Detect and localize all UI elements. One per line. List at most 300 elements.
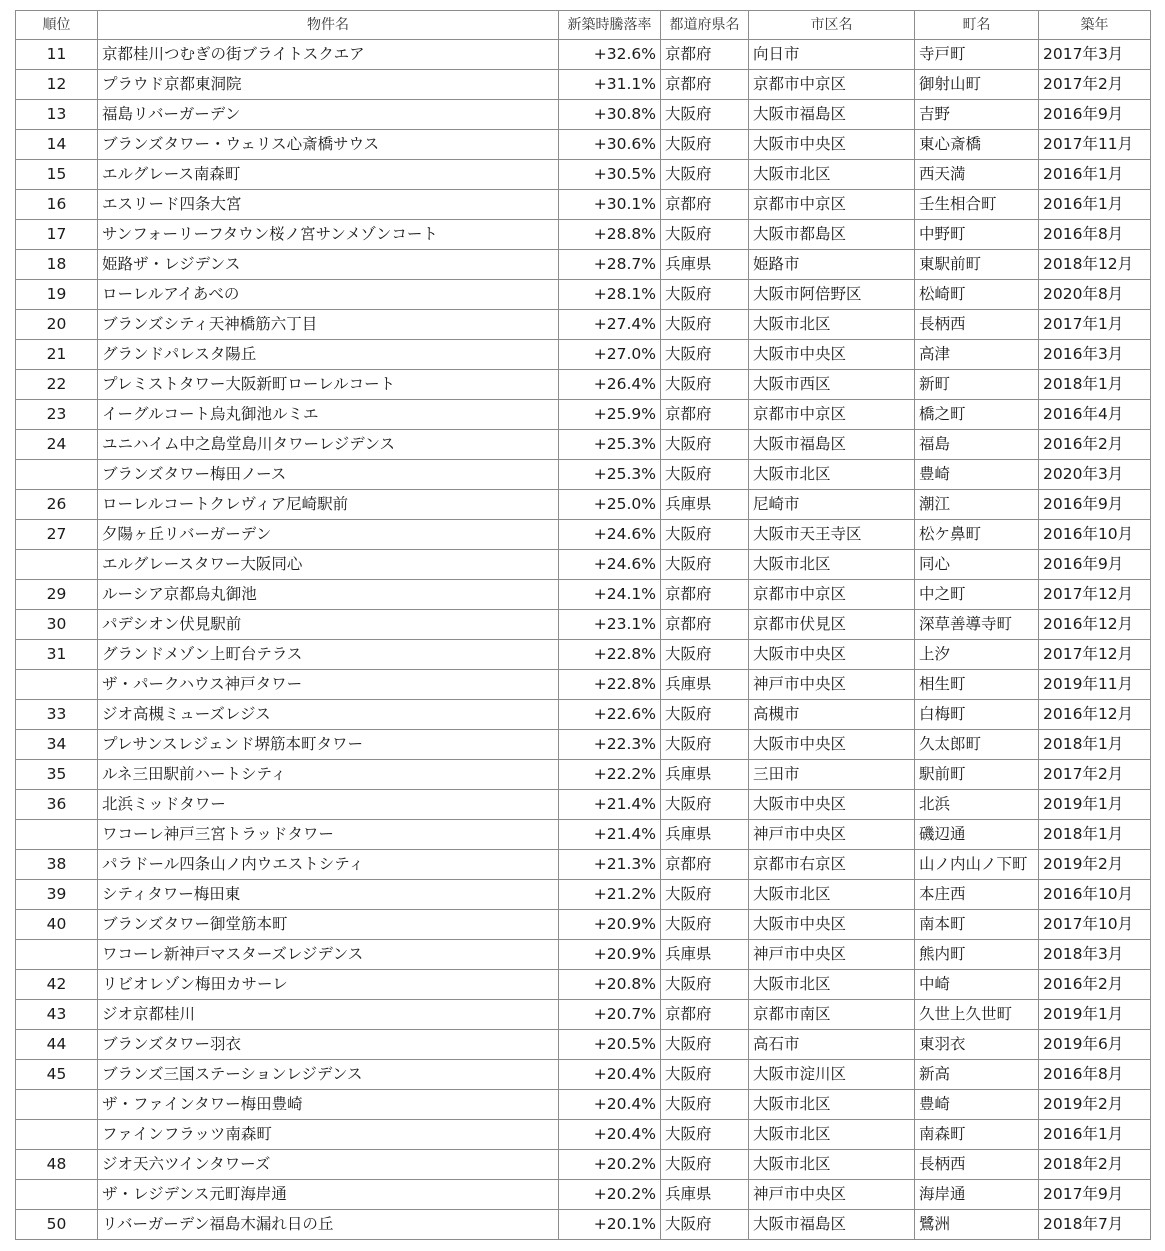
town-cell[interactable]: 高津 [915, 340, 1039, 370]
rank-cell[interactable]: 45 [16, 1060, 98, 1090]
city-cell[interactable]: 大阪市北区 [749, 550, 915, 580]
prefecture-cell[interactable]: 大阪府 [661, 700, 749, 730]
property-name-cell[interactable]: エルグレース南森町 [98, 160, 559, 190]
rank-cell[interactable]: 30 [16, 610, 98, 640]
built-year-cell[interactable]: 2017年2月 [1039, 760, 1151, 790]
rank-cell[interactable]: 42 [16, 970, 98, 1000]
built-year-cell[interactable]: 2016年1月 [1039, 1120, 1151, 1150]
prefecture-cell[interactable]: 大阪府 [661, 910, 749, 940]
price-change-rate-cell[interactable]: +32.6% [559, 40, 661, 70]
table-row [16, 340, 1151, 370]
city-cell[interactable]: 京都市右京区 [749, 850, 915, 880]
built-year-cell[interactable]: 2018年7月 [1039, 1210, 1151, 1240]
prefecture-cell[interactable]: 大阪府 [661, 430, 749, 460]
town-cell[interactable]: 豊崎 [915, 1090, 1039, 1120]
price-change-rate-cell[interactable]: +21.4% [559, 790, 661, 820]
rank-cell[interactable] [16, 1120, 98, 1150]
city-cell[interactable]: 京都市中京区 [749, 70, 915, 100]
header-rank[interactable]: 順位 [16, 11, 98, 40]
property-name-cell[interactable]: 夕陽ヶ丘リバーガーデン [98, 520, 559, 550]
city-cell[interactable]: 神戸市中央区 [749, 820, 915, 850]
built-year-cell[interactable]: 2020年3月 [1039, 460, 1151, 490]
built-year-cell[interactable]: 2019年1月 [1039, 790, 1151, 820]
rank-cell[interactable]: 18 [16, 250, 98, 280]
city-cell[interactable]: 大阪市阿倍野区 [749, 280, 915, 310]
property-name-cell[interactable]: シティタワー梅田東 [98, 880, 559, 910]
price-change-rate-cell[interactable]: +30.5% [559, 160, 661, 190]
table-row [16, 1180, 1151, 1210]
built-year-cell[interactable]: 2016年1月 [1039, 190, 1151, 220]
property-name-cell[interactable]: ローレルコートクレヴィア尼崎駅前 [98, 490, 559, 520]
price-change-rate-cell[interactable]: +20.9% [559, 940, 661, 970]
town-cell[interactable]: 南森町 [915, 1120, 1039, 1150]
prefecture-cell[interactable]: 兵庫県 [661, 1180, 749, 1210]
city-cell[interactable]: 高石市 [749, 1030, 915, 1060]
rank-cell[interactable]: 34 [16, 730, 98, 760]
rank-cell[interactable]: 39 [16, 880, 98, 910]
prefecture-cell[interactable]: 大阪府 [661, 370, 749, 400]
price-change-rate-cell[interactable]: +20.4% [559, 1120, 661, 1150]
property-name-cell[interactable]: ブランズタワー梅田ノース [98, 460, 559, 490]
property-name-cell[interactable]: プラウド京都東洞院 [98, 70, 559, 100]
built-year-cell[interactable]: 2016年9月 [1039, 490, 1151, 520]
prefecture-cell[interactable]: 大阪府 [661, 1090, 749, 1120]
property-name-cell[interactable]: ジオ高槻ミューズレジス [98, 700, 559, 730]
property-name-cell[interactable]: ローレルアイあべの [98, 280, 559, 310]
property-name-cell[interactable]: プレミストタワー大阪新町ローレルコート [98, 370, 559, 400]
prefecture-cell[interactable]: 大阪府 [661, 1060, 749, 1090]
built-year-cell[interactable]: 2018年12月 [1039, 250, 1151, 280]
price-change-rate-cell[interactable]: +22.8% [559, 640, 661, 670]
header-rate[interactable]: 新築時騰落率 [559, 11, 661, 40]
town-cell[interactable]: 福島 [915, 430, 1039, 460]
town-cell[interactable]: 久太郎町 [915, 730, 1039, 760]
prefecture-cell[interactable]: 大阪府 [661, 1210, 749, 1240]
property-name-cell[interactable]: エルグレースタワー大阪同心 [98, 550, 559, 580]
prefecture-cell[interactable]: 京都府 [661, 1000, 749, 1030]
property-name-cell[interactable]: ブランズタワー・ウェリス心斎橋サウス [98, 130, 559, 160]
rank-cell[interactable] [16, 1180, 98, 1210]
property-name-cell[interactable]: ブランズシティ天神橋筋六丁目 [98, 310, 559, 340]
built-year-cell[interactable]: 2018年2月 [1039, 1150, 1151, 1180]
property-name-cell[interactable]: 福島リバーガーデン [98, 100, 559, 130]
city-cell[interactable]: 大阪市西区 [749, 370, 915, 400]
city-cell[interactable]: 京都市中京区 [749, 190, 915, 220]
property-name-cell[interactable]: 姫路ザ・レジデンス [98, 250, 559, 280]
rank-cell[interactable]: 43 [16, 1000, 98, 1030]
price-change-rate-cell[interactable]: +24.1% [559, 580, 661, 610]
rank-cell[interactable]: 23 [16, 400, 98, 430]
city-cell[interactable]: 尼崎市 [749, 490, 915, 520]
town-cell[interactable]: 長柄西 [915, 1150, 1039, 1180]
prefecture-cell[interactable]: 京都府 [661, 610, 749, 640]
town-cell[interactable]: 海岸通 [915, 1180, 1039, 1210]
price-change-rate-cell[interactable]: +21.2% [559, 880, 661, 910]
table-row [16, 520, 1151, 550]
table-row [16, 400, 1151, 430]
header-pref[interactable]: 都道府県名 [661, 11, 749, 40]
property-name-cell[interactable]: パデシオン伏見駅前 [98, 610, 559, 640]
built-year-cell[interactable]: 2016年10月 [1039, 520, 1151, 550]
city-cell[interactable]: 大阪市福島区 [749, 430, 915, 460]
price-change-rate-cell[interactable]: +28.7% [559, 250, 661, 280]
price-change-rate-cell[interactable]: +30.8% [559, 100, 661, 130]
header-city[interactable]: 市区名 [749, 11, 915, 40]
town-cell[interactable]: 新町 [915, 370, 1039, 400]
built-year-cell[interactable]: 2017年9月 [1039, 1180, 1151, 1210]
built-year-cell[interactable]: 2016年12月 [1039, 610, 1151, 640]
property-name-cell[interactable]: ジオ天六ツインタワーズ [98, 1150, 559, 1180]
city-cell[interactable]: 姫路市 [749, 250, 915, 280]
city-cell[interactable]: 大阪市中央区 [749, 790, 915, 820]
city-cell[interactable]: 神戸市中央区 [749, 670, 915, 700]
price-change-rate-cell[interactable]: +21.3% [559, 850, 661, 880]
price-change-rate-cell[interactable]: +30.6% [559, 130, 661, 160]
property-name-cell[interactable]: ユニハイム中之島堂島川タワーレジデンス [98, 430, 559, 460]
price-change-rate-cell[interactable]: +30.1% [559, 190, 661, 220]
town-cell[interactable]: 長柄西 [915, 310, 1039, 340]
rank-cell[interactable]: 16 [16, 190, 98, 220]
price-change-rate-cell[interactable]: +20.2% [559, 1180, 661, 1210]
rank-cell[interactable]: 11 [16, 40, 98, 70]
price-change-rate-cell[interactable]: +20.7% [559, 1000, 661, 1030]
city-cell[interactable]: 大阪市中央区 [749, 730, 915, 760]
town-cell[interactable]: 潮江 [915, 490, 1039, 520]
rank-cell[interactable] [16, 940, 98, 970]
prefecture-cell[interactable]: 京都府 [661, 850, 749, 880]
town-cell[interactable]: 熊内町 [915, 940, 1039, 970]
prefecture-cell[interactable]: 大阪府 [661, 1150, 749, 1180]
price-change-rate-cell[interactable]: +20.5% [559, 1030, 661, 1060]
town-cell[interactable]: 上汐 [915, 640, 1039, 670]
price-change-rate-cell[interactable]: +27.4% [559, 310, 661, 340]
price-change-rate-cell[interactable]: +22.3% [559, 730, 661, 760]
price-change-rate-cell[interactable]: +22.8% [559, 670, 661, 700]
prefecture-cell[interactable]: 大阪府 [661, 340, 749, 370]
price-change-rate-cell[interactable]: +25.9% [559, 400, 661, 430]
town-cell[interactable]: 相生町 [915, 670, 1039, 700]
prefecture-cell[interactable]: 兵庫県 [661, 940, 749, 970]
city-cell[interactable]: 大阪市福島区 [749, 100, 915, 130]
built-year-cell[interactable]: 2016年3月 [1039, 340, 1151, 370]
town-cell[interactable]: 東駅前町 [915, 250, 1039, 280]
built-year-cell[interactable]: 2017年1月 [1039, 310, 1151, 340]
city-cell[interactable]: 大阪市北区 [749, 1090, 915, 1120]
built-year-cell[interactable]: 2017年10月 [1039, 910, 1151, 940]
price-change-rate-cell[interactable]: +22.6% [559, 700, 661, 730]
built-year-cell[interactable]: 2016年8月 [1039, 1060, 1151, 1090]
city-cell[interactable]: 神戸市中央区 [749, 940, 915, 970]
rank-cell[interactable]: 13 [16, 100, 98, 130]
town-cell[interactable]: 吉野 [915, 100, 1039, 130]
town-cell[interactable]: 豊崎 [915, 460, 1039, 490]
property-name-cell[interactable]: ルーシア京都烏丸御池 [98, 580, 559, 610]
town-cell[interactable]: 鷺洲 [915, 1210, 1039, 1240]
property-name-cell[interactable]: ワコーレ神戸三宮トラッドタワー [98, 820, 559, 850]
prefecture-cell[interactable]: 大阪府 [661, 520, 749, 550]
price-change-rate-cell[interactable]: +20.4% [559, 1060, 661, 1090]
built-year-cell[interactable]: 2016年9月 [1039, 550, 1151, 580]
town-cell[interactable]: 御射山町 [915, 70, 1039, 100]
price-change-rate-cell[interactable]: +20.8% [559, 970, 661, 1000]
property-name-cell[interactable]: グランドパレスタ陽丘 [98, 340, 559, 370]
city-cell[interactable]: 大阪市北区 [749, 970, 915, 1000]
town-cell[interactable]: 壬生相合町 [915, 190, 1039, 220]
city-cell[interactable]: 大阪市北区 [749, 310, 915, 340]
property-name-cell[interactable]: ザ・パークハウス神戸タワー [98, 670, 559, 700]
prefecture-cell[interactable]: 兵庫県 [661, 490, 749, 520]
rank-cell[interactable]: 31 [16, 640, 98, 670]
rank-cell[interactable]: 17 [16, 220, 98, 250]
prefecture-cell[interactable]: 大阪府 [661, 550, 749, 580]
town-cell[interactable]: 寺戸町 [915, 40, 1039, 70]
built-year-cell[interactable]: 2016年9月 [1039, 100, 1151, 130]
city-cell[interactable]: 大阪市淀川区 [749, 1060, 915, 1090]
rank-cell[interactable] [16, 670, 98, 700]
table-row [16, 490, 1151, 520]
built-year-cell[interactable]: 2019年11月 [1039, 670, 1151, 700]
price-change-rate-cell[interactable]: +20.4% [559, 1090, 661, 1120]
town-cell[interactable]: 本庄西 [915, 880, 1039, 910]
town-cell[interactable]: 久世上久世町 [915, 1000, 1039, 1030]
prefecture-cell[interactable]: 大阪府 [661, 1030, 749, 1060]
rank-cell[interactable]: 48 [16, 1150, 98, 1180]
header-name[interactable]: 物件名 [98, 11, 559, 40]
property-name-cell[interactable]: リバーガーデン福島木漏れ日の丘 [98, 1210, 559, 1240]
built-year-cell[interactable]: 2017年12月 [1039, 640, 1151, 670]
price-change-rate-cell[interactable]: +24.6% [559, 550, 661, 580]
property-name-cell[interactable]: エスリード四条大宮 [98, 190, 559, 220]
rank-cell[interactable]: 20 [16, 310, 98, 340]
property-name-cell[interactable]: プレサンスレジェンド堺筋本町タワー [98, 730, 559, 760]
rank-cell[interactable]: 50 [16, 1210, 98, 1240]
prefecture-cell[interactable]: 兵庫県 [661, 250, 749, 280]
prefecture-cell[interactable]: 兵庫県 [661, 670, 749, 700]
price-change-rate-cell[interactable]: +20.2% [559, 1150, 661, 1180]
property-name-cell[interactable]: グランドメゾン上町台テラス [98, 640, 559, 670]
town-cell[interactable]: 深草善導寺町 [915, 610, 1039, 640]
rank-cell[interactable] [16, 460, 98, 490]
city-cell[interactable]: 大阪市北区 [749, 160, 915, 190]
rank-cell[interactable]: 12 [16, 70, 98, 100]
price-change-rate-cell[interactable]: +25.3% [559, 460, 661, 490]
price-change-rate-cell[interactable]: +28.8% [559, 220, 661, 250]
city-cell[interactable]: 大阪市北区 [749, 880, 915, 910]
prefecture-cell[interactable]: 大阪府 [661, 220, 749, 250]
town-cell[interactable]: 松崎町 [915, 280, 1039, 310]
prefecture-cell[interactable]: 大阪府 [661, 310, 749, 340]
city-cell[interactable]: 高槻市 [749, 700, 915, 730]
rank-cell[interactable]: 44 [16, 1030, 98, 1060]
city-cell[interactable]: 大阪市中央区 [749, 340, 915, 370]
city-cell[interactable]: 大阪市中央区 [749, 640, 915, 670]
rank-cell[interactable]: 26 [16, 490, 98, 520]
built-year-cell[interactable]: 2017年12月 [1039, 580, 1151, 610]
town-cell[interactable]: 磯辺通 [915, 820, 1039, 850]
city-cell[interactable]: 大阪市中央区 [749, 910, 915, 940]
built-year-cell[interactable]: 2020年8月 [1039, 280, 1151, 310]
city-cell[interactable]: 大阪市天王寺区 [749, 520, 915, 550]
price-change-rate-cell[interactable]: +25.0% [559, 490, 661, 520]
town-cell[interactable]: 北浜 [915, 790, 1039, 820]
table-row [16, 670, 1151, 700]
built-year-cell[interactable]: 2016年2月 [1039, 970, 1151, 1000]
prefecture-cell[interactable]: 大阪府 [661, 730, 749, 760]
rank-cell[interactable]: 14 [16, 130, 98, 160]
town-cell[interactable]: 中之町 [915, 580, 1039, 610]
prefecture-cell[interactable]: 京都府 [661, 580, 749, 610]
town-cell[interactable]: 東羽衣 [915, 1030, 1039, 1060]
town-cell[interactable]: 中崎 [915, 970, 1039, 1000]
town-cell[interactable]: 南本町 [915, 910, 1039, 940]
prefecture-cell[interactable]: 大阪府 [661, 280, 749, 310]
rank-cell[interactable] [16, 1090, 98, 1120]
built-year-cell[interactable]: 2018年1月 [1039, 730, 1151, 760]
built-year-cell[interactable]: 2016年1月 [1039, 160, 1151, 190]
price-change-rate-cell[interactable]: +26.4% [559, 370, 661, 400]
built-year-cell[interactable]: 2018年1月 [1039, 820, 1151, 850]
table-row [16, 880, 1151, 910]
rank-cell[interactable]: 40 [16, 910, 98, 940]
prefecture-cell[interactable]: 兵庫県 [661, 760, 749, 790]
city-cell[interactable]: 神戸市中央区 [749, 1180, 915, 1210]
price-change-rate-cell[interactable]: +27.0% [559, 340, 661, 370]
city-cell[interactable]: 三田市 [749, 760, 915, 790]
table-body [16, 40, 1151, 1240]
property-name-cell[interactable]: ブランズタワー御堂筋本町 [98, 910, 559, 940]
town-cell[interactable]: 同心 [915, 550, 1039, 580]
prefecture-cell[interactable]: 京都府 [661, 190, 749, 220]
property-name-cell[interactable]: リビオレゾン梅田カサーレ [98, 970, 559, 1000]
property-name-cell[interactable]: サンフォーリーフタウン桜ノ宮サンメゾンコート [98, 220, 559, 250]
price-change-rate-cell[interactable]: +31.1% [559, 70, 661, 100]
property-name-cell[interactable]: 京都桂川つむぎの街ブライトスクエア [98, 40, 559, 70]
prefecture-cell[interactable]: 大阪府 [661, 790, 749, 820]
price-change-rate-cell[interactable]: +20.9% [559, 910, 661, 940]
table-row [16, 580, 1151, 610]
city-cell[interactable]: 京都市南区 [749, 1000, 915, 1030]
rank-cell[interactable]: 22 [16, 370, 98, 400]
property-name-cell[interactable]: ルネ三田駅前ハートシティ [98, 760, 559, 790]
rank-cell[interactable]: 29 [16, 580, 98, 610]
town-cell[interactable]: 橋之町 [915, 400, 1039, 430]
town-cell[interactable]: 西天満 [915, 160, 1039, 190]
prefecture-cell[interactable]: 大阪府 [661, 160, 749, 190]
town-cell[interactable]: 松ケ鼻町 [915, 520, 1039, 550]
city-cell[interactable]: 大阪市中央区 [749, 130, 915, 160]
prefecture-cell[interactable]: 大阪府 [661, 640, 749, 670]
built-year-cell[interactable]: 2017年2月 [1039, 70, 1151, 100]
built-year-cell[interactable]: 2018年1月 [1039, 370, 1151, 400]
rank-cell[interactable]: 21 [16, 340, 98, 370]
city-cell[interactable]: 京都市伏見区 [749, 610, 915, 640]
built-year-cell[interactable]: 2019年6月 [1039, 1030, 1151, 1060]
town-cell[interactable]: 中野町 [915, 220, 1039, 250]
rank-cell[interactable] [16, 820, 98, 850]
built-year-cell[interactable]: 2016年2月 [1039, 430, 1151, 460]
prefecture-cell[interactable]: 大阪府 [661, 460, 749, 490]
price-change-rate-cell[interactable]: +24.6% [559, 520, 661, 550]
property-name-cell[interactable]: ザ・ファインタワー梅田豊崎 [98, 1090, 559, 1120]
town-cell[interactable]: 新高 [915, 1060, 1039, 1090]
price-change-rate-cell[interactable]: +22.2% [559, 760, 661, 790]
city-cell[interactable]: 大阪市北区 [749, 1120, 915, 1150]
built-year-cell[interactable]: 2018年3月 [1039, 940, 1151, 970]
built-year-cell[interactable]: 2019年1月 [1039, 1000, 1151, 1030]
town-cell[interactable]: 白梅町 [915, 700, 1039, 730]
table-row [16, 1210, 1151, 1240]
price-change-rate-cell[interactable]: +21.4% [559, 820, 661, 850]
header-town[interactable]: 町名 [915, 11, 1039, 40]
property-name-cell[interactable]: ブランズ三国ステーションレジデンス [98, 1060, 559, 1090]
property-name-cell[interactable]: ファインフラッツ南森町 [98, 1120, 559, 1150]
built-year-cell[interactable]: 2016年8月 [1039, 220, 1151, 250]
property-name-cell[interactable]: ワコーレ新神戸マスターズレジデンス [98, 940, 559, 970]
built-year-cell[interactable]: 2016年12月 [1039, 700, 1151, 730]
property-name-cell[interactable]: ブランズタワー羽衣 [98, 1030, 559, 1060]
prefecture-cell[interactable]: 大阪府 [661, 880, 749, 910]
built-year-cell[interactable]: 2016年4月 [1039, 400, 1151, 430]
price-change-rate-cell[interactable]: +28.1% [559, 280, 661, 310]
prefecture-cell[interactable]: 大阪府 [661, 1120, 749, 1150]
town-cell[interactable]: 駅前町 [915, 760, 1039, 790]
prefecture-cell[interactable]: 大阪府 [661, 130, 749, 160]
header-year[interactable]: 築年 [1039, 11, 1151, 40]
town-cell[interactable]: 山ノ内山ノ下町 [915, 850, 1039, 880]
prefecture-cell[interactable]: 京都府 [661, 400, 749, 430]
prefecture-cell[interactable]: 京都府 [661, 70, 749, 100]
price-change-rate-cell[interactable]: +25.3% [559, 430, 661, 460]
price-change-rate-cell[interactable]: +20.1% [559, 1210, 661, 1240]
city-cell[interactable]: 大阪市北区 [749, 1150, 915, 1180]
rank-cell[interactable]: 19 [16, 280, 98, 310]
property-name-cell[interactable]: 北浜ミッドタワー [98, 790, 559, 820]
town-cell[interactable]: 東心斎橋 [915, 130, 1039, 160]
city-cell[interactable]: 京都市中京区 [749, 580, 915, 610]
property-name-cell[interactable]: ザ・レジデンス元町海岸通 [98, 1180, 559, 1210]
rank-cell[interactable] [16, 550, 98, 580]
property-name-cell[interactable]: ジオ京都桂川 [98, 1000, 559, 1030]
property-name-cell[interactable]: パラドール四条山ノ内ウエストシティ [98, 850, 559, 880]
rank-cell[interactable]: 35 [16, 760, 98, 790]
built-year-cell[interactable]: 2017年3月 [1039, 40, 1151, 70]
prefecture-cell[interactable]: 大阪府 [661, 100, 749, 130]
prefecture-cell[interactable]: 京都府 [661, 40, 749, 70]
property-name-cell[interactable]: イーグルコート烏丸御池ルミエ [98, 400, 559, 430]
rank-cell[interactable]: 38 [16, 850, 98, 880]
ranking-table [15, 10, 1151, 1240]
rank-cell[interactable]: 27 [16, 520, 98, 550]
built-year-cell[interactable]: 2017年11月 [1039, 130, 1151, 160]
rank-cell[interactable]: 33 [16, 700, 98, 730]
prefecture-cell[interactable]: 兵庫県 [661, 820, 749, 850]
city-cell[interactable]: 大阪市都島区 [749, 220, 915, 250]
table-row [16, 130, 1151, 160]
rank-cell[interactable]: 36 [16, 790, 98, 820]
built-year-cell[interactable]: 2016年10月 [1039, 880, 1151, 910]
table-row [16, 460, 1151, 490]
price-change-rate-cell[interactable]: +23.1% [559, 610, 661, 640]
city-cell[interactable]: 向日市 [749, 40, 915, 70]
rank-cell[interactable]: 15 [16, 160, 98, 190]
built-year-cell[interactable]: 2019年2月 [1039, 850, 1151, 880]
city-cell[interactable]: 大阪市北区 [749, 460, 915, 490]
built-year-cell[interactable]: 2019年2月 [1039, 1090, 1151, 1120]
city-cell[interactable]: 大阪市福島区 [749, 1210, 915, 1240]
prefecture-cell[interactable]: 大阪府 [661, 970, 749, 1000]
rank-cell[interactable]: 24 [16, 430, 98, 460]
city-cell[interactable]: 京都市中京区 [749, 400, 915, 430]
